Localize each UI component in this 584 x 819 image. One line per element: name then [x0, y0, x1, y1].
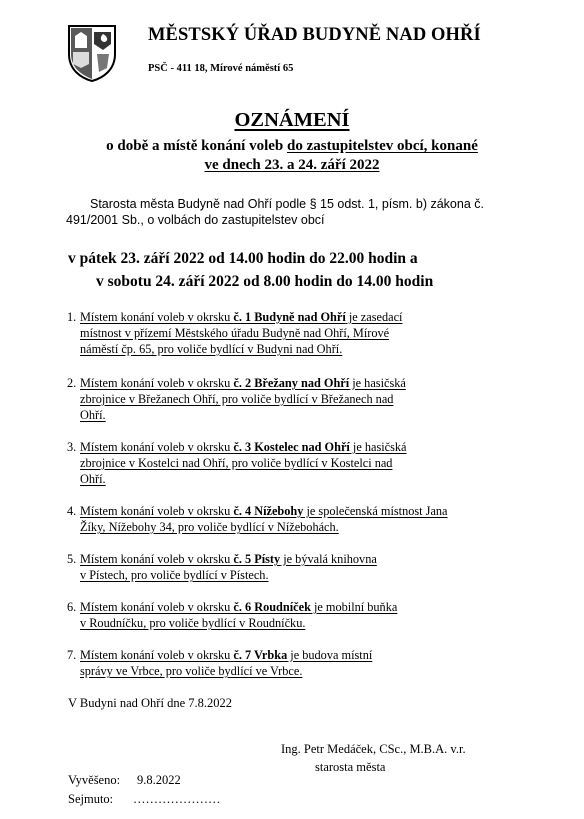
district-text-line: [80, 647, 477, 663]
district-text-line: [80, 325, 477, 341]
district-item: [67, 375, 477, 423]
district-text: je hasičská: [349, 440, 407, 454]
posted-label: Vyvěšeno:: [68, 773, 121, 787]
district-text: správy ve Vrbce, pro voliče bydlící ve Vrbce.: [80, 664, 303, 678]
district-text: Ohří.: [80, 472, 106, 486]
notice-title: OZNÁMENÍ: [234, 109, 350, 131]
district-text: Ohří.: [80, 408, 106, 422]
district-text: je budova místní: [287, 648, 373, 662]
posted-date: 9.8.2022: [137, 773, 181, 787]
signatory-role: starosta města: [315, 760, 386, 774]
district-number: 5.: [67, 552, 77, 566]
district-text-line: [80, 615, 477, 631]
intro-paragraph: Starosta města Budyně nad Ohří podle § 15 odst. 1, písm. b) zákona č. 491/2001 Sb., o volbách do zastupitelstev obcí: [66, 197, 484, 227]
district-number: 1.: [67, 310, 77, 324]
signatory-name: Ing. Petr Medáček, CSc., M.B.A. v.r.: [281, 742, 466, 756]
district-number: 7.: [67, 648, 77, 662]
district-text-line: [80, 599, 477, 615]
district-text-line: [80, 503, 477, 519]
district-text-line: [80, 455, 477, 471]
district-name: č. 3 Kostelec nad Ohří: [233, 440, 350, 454]
district-text: Místem konání voleb v okrsku: [80, 440, 234, 454]
district-name: č. 7 Vrbka: [233, 648, 288, 662]
district-number: 2.: [67, 376, 77, 390]
district-text: Místem konání voleb v okrsku: [80, 552, 234, 566]
district-text: Místem konání voleb v okrsku: [80, 376, 234, 390]
office-name: MĚSTSKÝ ÚŘAD BUDYNĚ NAD OHŘÍ: [148, 25, 481, 45]
district-text: Místem konání voleb v okrsku: [80, 600, 234, 614]
district-number: 3.: [67, 440, 77, 454]
district-name: č. 5 Písty: [233, 552, 281, 566]
district-item: [67, 551, 477, 583]
district-item: [67, 599, 477, 631]
district-text: je zasedací: [345, 310, 403, 324]
place-and-date: V Budyni nad Ohří dne 7.8.2022: [68, 696, 232, 710]
district-name: č. 4 Nížebohy: [233, 504, 304, 518]
removed-label: Sejmuto:: [68, 792, 114, 806]
district-item: [67, 647, 477, 679]
district-text-line: [80, 519, 477, 535]
district-text-line: [80, 551, 477, 567]
district-text: je mobilní buňka: [310, 600, 398, 614]
district-text-line: [80, 567, 477, 583]
district-text: náměstí čp. 65, pro voliče bydlící v Budyni nad Ohří.: [80, 342, 343, 356]
district-text-line: [80, 309, 477, 325]
office-address: PSČ - 411 18, Mírové náměstí 65: [148, 63, 294, 74]
district-item: [67, 309, 477, 357]
district-text-line: [80, 439, 477, 455]
district-text: v Pístech, pro voliče bydlící v Pístech.: [80, 568, 269, 582]
district-text-line: [80, 341, 477, 357]
coat-of-arms-icon: [67, 24, 117, 82]
district-text-line: [80, 663, 477, 679]
district-text-line: [80, 407, 477, 423]
district-text: zbrojnice v Břežanech Ohří, pro voliče bydlící v Břežanech nad: [80, 392, 394, 406]
district-text: Žíky, Nížebohy 34, pro voliče bydlící v Nížebohách.: [80, 520, 339, 534]
district-text-line: [80, 375, 477, 391]
district-name: č. 1 Budyně nad Ohří: [233, 310, 346, 324]
district-text: Místem konání voleb v okrsku: [80, 310, 234, 324]
district-text-line: [80, 391, 477, 407]
subtitle-dates: ve dnech 23. a 24. září 2022: [204, 157, 380, 173]
district-text: je společenská místnost Jana: [303, 504, 448, 518]
district-name: č. 6 Roudníček: [233, 600, 311, 614]
notice-subtitle-line-2: [0, 157, 584, 174]
removed-date: …………………: [133, 792, 221, 806]
district-item: [67, 503, 477, 535]
district-text: zbrojnice v Kostelci nad Ohří, pro voliče bydlící v Kostelci nad: [80, 456, 393, 470]
election-date-line-2: v sobotu 24. září 2022 od 8.00 hodin do 14.00 hodin: [96, 273, 434, 290]
subtitle-plain: o době a místě konání voleb: [106, 138, 287, 154]
district-number: 4.: [67, 504, 77, 518]
district-text: místnost v přízemí Městského úřadu Budyně nad Ohří, Mírové: [80, 326, 390, 340]
district-text: je hasičská: [349, 376, 406, 390]
district-text: je bývalá knihovna: [280, 552, 377, 566]
district-text-line: [80, 471, 477, 487]
district-text: v Roudníčku, pro voliče bydlící v Roudníčku.: [80, 616, 306, 630]
notice-subtitle-line-1: [0, 138, 584, 155]
district-text: Místem konání voleb v okrsku: [80, 648, 234, 662]
district-text: Místem konání voleb v okrsku: [80, 504, 234, 518]
election-date-line-1: v pátek 23. září 2022 od 14.00 hodin do 22.00 hodin a: [68, 250, 418, 267]
subtitle-underlined: do zastupitelstev obcí, konané: [287, 138, 478, 154]
district-number: 6.: [67, 600, 77, 614]
district-item: [67, 439, 477, 487]
district-name: č. 2 Břežany nad Ohří: [233, 376, 350, 390]
